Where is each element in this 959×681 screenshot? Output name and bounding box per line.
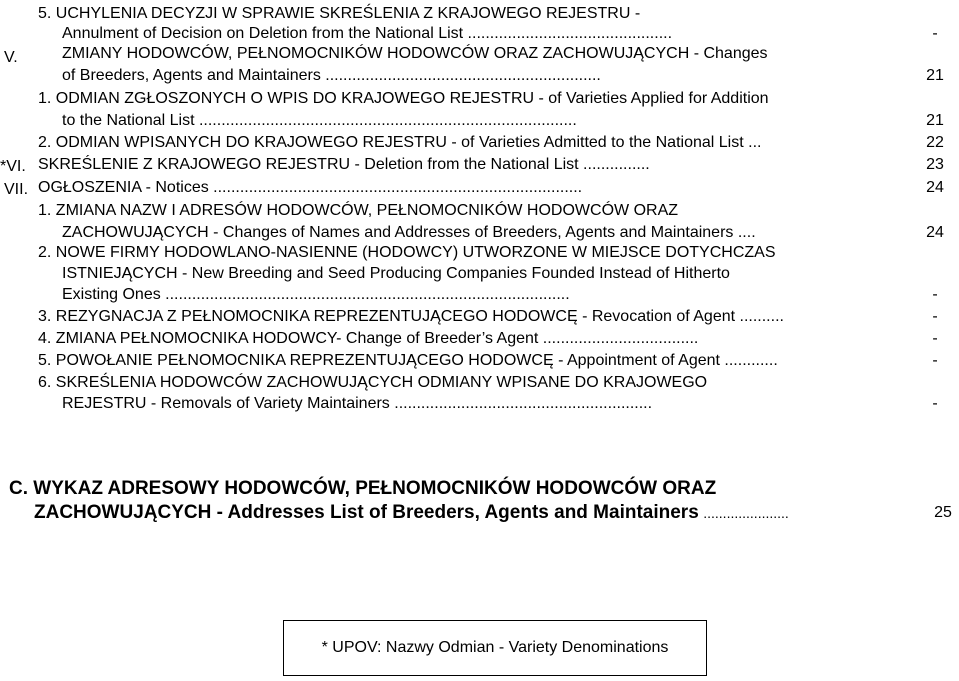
toc-entry-text: Annulment of Decision on Deletion from the National List .............................................. (62, 25, 673, 42)
toc-entry-text: 2. ODMIAN WPISANYCH DO KRAJOWEGO REJESTRU - of Varieties Admitted to the National List ... (38, 134, 762, 151)
toc-entry-text: of Breeders, Agents and Maintainers .............................................................. (62, 67, 601, 84)
footnote-box (283, 620, 707, 676)
toc-page-number: 24 (926, 224, 944, 241)
toc-entry-text: ISTNIEJĄCYCH - New Breeding and Seed Producing Companies Founded Instead of Hitherto (62, 265, 730, 282)
toc-page-number: 21 (926, 67, 944, 84)
toc-entry-text: 3. REZYGNACJA Z PEŁNOMOCNIKA REPREZENTUJĄCEGO HODOWCĘ - Revocation of Agent .......... (38, 308, 784, 325)
toc-page-number: - (932, 395, 938, 412)
toc-page-number: - (932, 308, 938, 325)
toc-page-number: - (932, 286, 938, 303)
toc-entry-text: SKREŚLENIE Z KRAJOWEGO REJESTRU - Deletion from the National List ............... (38, 156, 650, 173)
toc-entry-text: 4. ZMIANA PEŁNOMOCNIKA HODOWCY- Change of Breeder’s Agent ................................... (38, 330, 699, 347)
toc-page-number: - (932, 25, 938, 42)
toc-entry-text: OGŁOSZENIA - Notices ................................................................................... (38, 179, 583, 196)
toc-roman-numeral: V. (4, 49, 18, 66)
toc-entry-text: Existing Ones ........................................................................................... (62, 286, 570, 303)
toc-page-number: 24 (926, 179, 944, 196)
section-c-page-number: 25 (934, 504, 952, 521)
toc-page-number: 23 (926, 156, 944, 173)
toc-page-number: - (932, 352, 938, 369)
toc-entry-text: 5. POWOŁANIE PEŁNOMOCNIKA REPREZENTUJĄCEGO HODOWCĘ - Appointment of Agent ............ (38, 352, 778, 369)
toc-entry-text: 1. ZMIANA NAZW I ADRESÓW HODOWCÓW, PEŁNOMOCNIKÓW HODOWCÓW ORAZ (38, 202, 679, 219)
section-c-heading-continued (34, 501, 789, 525)
toc-roman-numeral: *VI. (0, 158, 26, 175)
toc-entry-text: 1. ODMIAN ZGŁOSZONYCH O WPIS DO KRAJOWEGO REJESTRU - of Varieties Applied for Addition (38, 90, 769, 107)
toc-page-number: 21 (926, 112, 944, 129)
toc-entry-text: 2. NOWE FIRMY HODOWLANO-NASIENNE (HODOWCY) UTWORZONE W MIEJSCE DOTYCHCZAS (38, 244, 776, 261)
toc-entry-text: 6. SKREŚLENIA HODOWCÓW ZACHOWUJĄCYCH ODMIANY WPISANE DO KRAJOWEGO (38, 374, 708, 391)
toc-roman-numeral: VII. (4, 181, 29, 198)
toc-entry-text: ZACHOWUJĄCYCH - Changes of Names and Addresses of Breeders, Agents and Maintainers .... (62, 224, 756, 241)
section-c-subtitle: ZACHOWUJĄCYCH - Addresses List of Breeders, Agents and Maintainers (34, 502, 699, 523)
toc-entry-text: ZMIANY HODOWCÓW, PEŁNOMOCNIKÓW HODOWCÓW ORAZ ZACHOWUJĄCYCH - Changes (62, 45, 768, 62)
section-c-heading: C. WYKAZ ADRESOWY HODOWCÓW, PEŁNOMOCNIKÓW HODOWCÓW ORAZ (9, 478, 717, 499)
toc-page-number: - (932, 330, 938, 347)
toc-entry-text: REJESTRU - Removals of Variety Maintainers .......................................................... (62, 395, 653, 412)
toc-entry-text: to the National List ..................................................................................... (62, 112, 577, 129)
toc-entry-text: 5. UCHYLENIA DECYZJI W SPRAWIE SKREŚLENIA Z KRAJOWEGO REJESTRU - (38, 5, 641, 22)
footnote-text: * UPOV: Nazwy Odmian - Variety Denominations (321, 639, 669, 656)
section-c-leader-dots: ...................... (703, 505, 789, 521)
toc-page-number: 22 (926, 134, 944, 151)
